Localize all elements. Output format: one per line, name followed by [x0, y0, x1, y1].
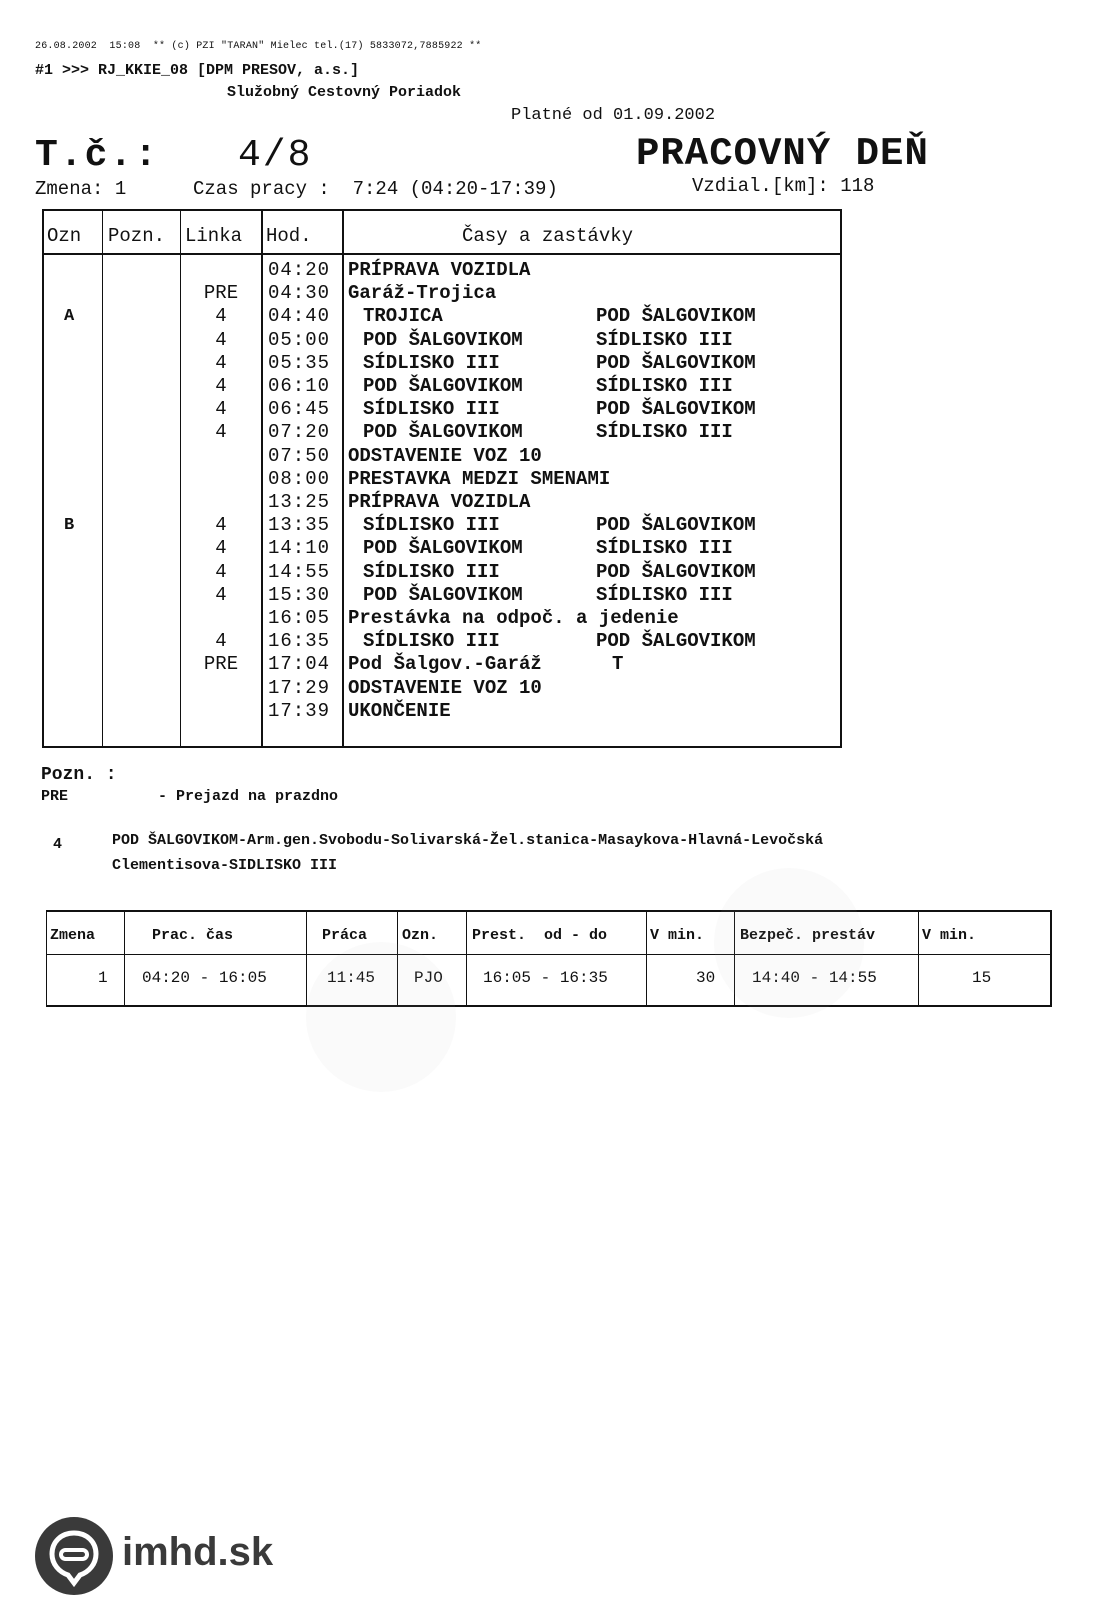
summary-col-divider	[46, 910, 47, 1007]
shift-number: Zmena: 1	[35, 178, 127, 200]
row-stop-to: SÍDLISKO III	[596, 421, 733, 444]
summary-header-ozn: Ozn.	[402, 927, 439, 944]
row-stop-from: Garáž-Trojica	[348, 282, 497, 305]
row-stop-from: UKONČENIE	[348, 699, 451, 722]
row-stop-from: PRÍPRAVA VOZIDLA	[348, 259, 531, 281]
row-time: 06:45	[268, 398, 331, 421]
table-left-border	[42, 209, 44, 748]
summary-header-bezpec-prestav: Bezpeč. prestáv	[740, 927, 876, 944]
distance-km: Vzdial.[km]: 118	[692, 175, 875, 197]
row-linka: 4	[215, 630, 227, 653]
summary-value-v-min-2: 15	[972, 969, 992, 987]
header-ozn: Ozn	[47, 225, 82, 247]
note-line4-route-2: Clementisova-SIDLISKO III	[112, 857, 338, 874]
valid-from-date: Platné od 01.09.2002	[511, 106, 716, 125]
row-linka: 4	[215, 328, 227, 351]
row-time: 16:35	[268, 630, 331, 653]
row-stop-from: POD ŠALGOVIKOM	[363, 537, 523, 560]
summary-bottom-border	[46, 1005, 1052, 1007]
col-divider-pozn	[180, 209, 181, 748]
row-time: 08:00	[268, 467, 331, 490]
summary-value-zmena: 1	[98, 969, 108, 987]
row-linka: 4	[215, 375, 227, 397]
row-time: 17:04	[268, 653, 331, 676]
row-stop-to: POD ŠALGOVIKOM	[596, 351, 756, 374]
imhd-logo-text: imhd.sk	[122, 1530, 274, 1574]
row-stop-from: PRÍPRAVA VOZIDLA	[348, 491, 531, 513]
table-header-border	[42, 253, 842, 255]
col-divider-hod	[342, 209, 344, 748]
row-stop-from: POD ŠALGOVIKOM	[363, 421, 523, 444]
header-linka: Linka	[185, 225, 243, 247]
table-top-border	[42, 209, 842, 211]
row-time: 14:10	[268, 537, 331, 560]
summary-header-praca: Práca	[322, 927, 368, 944]
row-stop-from: ODSTAVENIE VOZ 10	[348, 676, 542, 699]
row-stop-to: SÍDLISKO III	[596, 583, 733, 606]
row-time: 17:29	[268, 676, 331, 699]
summary-table	[46, 910, 1052, 1008]
header-pozn: Pozn.	[108, 225, 166, 247]
route-identifier: #1 >>> RJ_KKIE_08 [DPM PRESOV, a.s.]	[35, 62, 360, 79]
note-pre-code: PRE	[41, 788, 69, 805]
summary-header-prestavka: Prest. od - do	[472, 927, 608, 944]
summary-value-prac-cas: 04:20 - 16:05	[142, 969, 267, 987]
row-ozn: B	[64, 516, 75, 536]
row-stop-to: SÍDLISKO III	[596, 375, 733, 397]
header-hod: Hod.	[266, 225, 312, 247]
note-line4-route-1: POD ŠALGOVIKOM-Arm.gen.Svobodu-Solivarská-Žel.stanica-Masaykova-Hlavná-Levočská	[112, 832, 824, 849]
row-stop-from: SÍDLISKO III	[363, 398, 500, 421]
row-linka: 4	[215, 514, 227, 537]
header-stops: Časy a zastávky	[462, 225, 634, 247]
row-stop-to: POD ŠALGOVIKOM	[596, 560, 756, 583]
row-stop-from: SÍDLISKO III	[363, 514, 500, 537]
row-stop-to: T	[612, 653, 624, 676]
summary-col-divider	[306, 910, 307, 1007]
row-stop-from: POD ŠALGOVIKOM	[363, 583, 523, 606]
table-bottom-border	[42, 746, 842, 748]
imhd-logo-icon	[35, 1517, 113, 1595]
row-linka: PRE	[203, 653, 239, 676]
row-stop-from: POD ŠALGOVIKOM	[363, 328, 523, 351]
watermark-circle-left	[306, 942, 456, 1092]
col-divider-ozn	[102, 209, 103, 748]
row-time: 04:20	[268, 259, 331, 281]
row-linka: 4	[215, 398, 227, 421]
col-divider-linka	[261, 209, 263, 748]
summary-value-prestavka: 16:05 - 16:35	[483, 969, 608, 987]
row-linka: 4	[215, 537, 227, 560]
row-time: 06:10	[268, 375, 331, 397]
row-time: 07:20	[268, 421, 331, 444]
row-stop-from: TROJICA	[363, 305, 443, 328]
tc-value: 4/8	[238, 134, 313, 177]
tc-label: T.č.:	[35, 134, 160, 177]
print-timestamp-line: 26.08.2002 15:08 ** (c) PZI "TARAN" Mielec tel.(17) 5833072,7885922 **	[35, 41, 482, 52]
summary-header-v-min-1: V min.	[650, 927, 705, 944]
row-time: 15:30	[268, 583, 331, 606]
row-stop-to: POD ŠALGOVIKOM	[596, 514, 756, 537]
summary-col-divider	[466, 910, 467, 1007]
notes-title: Pozn. :	[41, 765, 117, 785]
work-time: Czas pracy : 7:24 (04:20-17:39)	[193, 178, 558, 200]
summary-header-prac-cas: Prac. čas	[152, 927, 234, 944]
row-linka: 4	[215, 351, 227, 374]
row-time: 05:35	[268, 351, 331, 374]
summary-value-v-min-1: 30	[696, 969, 716, 987]
summary-value-bezpec-prestav: 14:40 - 14:55	[752, 969, 877, 987]
note-pre-text: - Prejazd na prazdno	[158, 788, 339, 805]
row-linka: 4	[215, 421, 227, 444]
row-time: 05:00	[268, 328, 331, 351]
row-stop-from: SÍDLISKO III	[363, 560, 500, 583]
summary-col-divider	[918, 910, 919, 1007]
summary-right-border	[1050, 910, 1052, 1007]
row-stop-from: SÍDLISKO III	[363, 630, 500, 653]
row-stop-from: SÍDLISKO III	[363, 351, 500, 374]
watermark-circle-right	[714, 868, 864, 1018]
summary-header-v-min-2: V min.	[922, 927, 977, 944]
row-time: 14:55	[268, 560, 331, 583]
row-stop-from: ODSTAVENIE VOZ 10	[348, 444, 542, 467]
summary-col-divider	[124, 910, 125, 1007]
row-time: 17:39	[268, 699, 331, 722]
row-linka: PRE	[203, 282, 239, 305]
row-time: 04:40	[268, 305, 331, 328]
row-stop-to: POD ŠALGOVIKOM	[596, 630, 756, 653]
note-line4-code: 4	[53, 836, 63, 853]
row-stop-from: POD ŠALGOVIKOM	[363, 375, 523, 397]
schedule-table	[42, 209, 842, 749]
summary-value-ozn: PJO	[414, 969, 443, 987]
row-stop-from: PRESTAVKA MEDZI SMENAMI	[348, 467, 611, 490]
row-time: 13:35	[268, 514, 331, 537]
day-type-title: PRACOVNÝ DEŇ	[636, 132, 929, 176]
summary-top-border	[46, 910, 1052, 912]
row-stop-to: POD ŠALGOVIKOM	[596, 398, 756, 421]
row-linka: 4	[215, 583, 227, 606]
row-time: 13:25	[268, 491, 331, 513]
row-stop-to: SÍDLISKO III	[596, 537, 733, 560]
row-time: 07:50	[268, 444, 331, 467]
row-stop-from: Pod Šalgov.-Garáž	[348, 653, 542, 676]
summary-mid-border	[46, 954, 1052, 955]
row-stop-to: POD ŠALGOVIKOM	[596, 305, 756, 328]
row-linka: 4	[215, 305, 227, 328]
row-stop-from: Prestávka na odpoč. a jedenie	[348, 607, 679, 629]
summary-header-zmena: Zmena	[50, 927, 96, 944]
row-ozn: A	[64, 307, 75, 327]
summary-col-divider	[646, 910, 647, 1007]
document-subtitle: Služobný Cestovný Poriadok	[227, 84, 462, 101]
row-time: 04:30	[268, 282, 331, 305]
table-right-border	[840, 209, 842, 748]
row-stop-to: SÍDLISKO III	[596, 328, 733, 351]
row-linka: 4	[215, 560, 227, 583]
summary-value-praca: 11:45	[327, 969, 376, 987]
row-time: 16:05	[268, 607, 331, 629]
